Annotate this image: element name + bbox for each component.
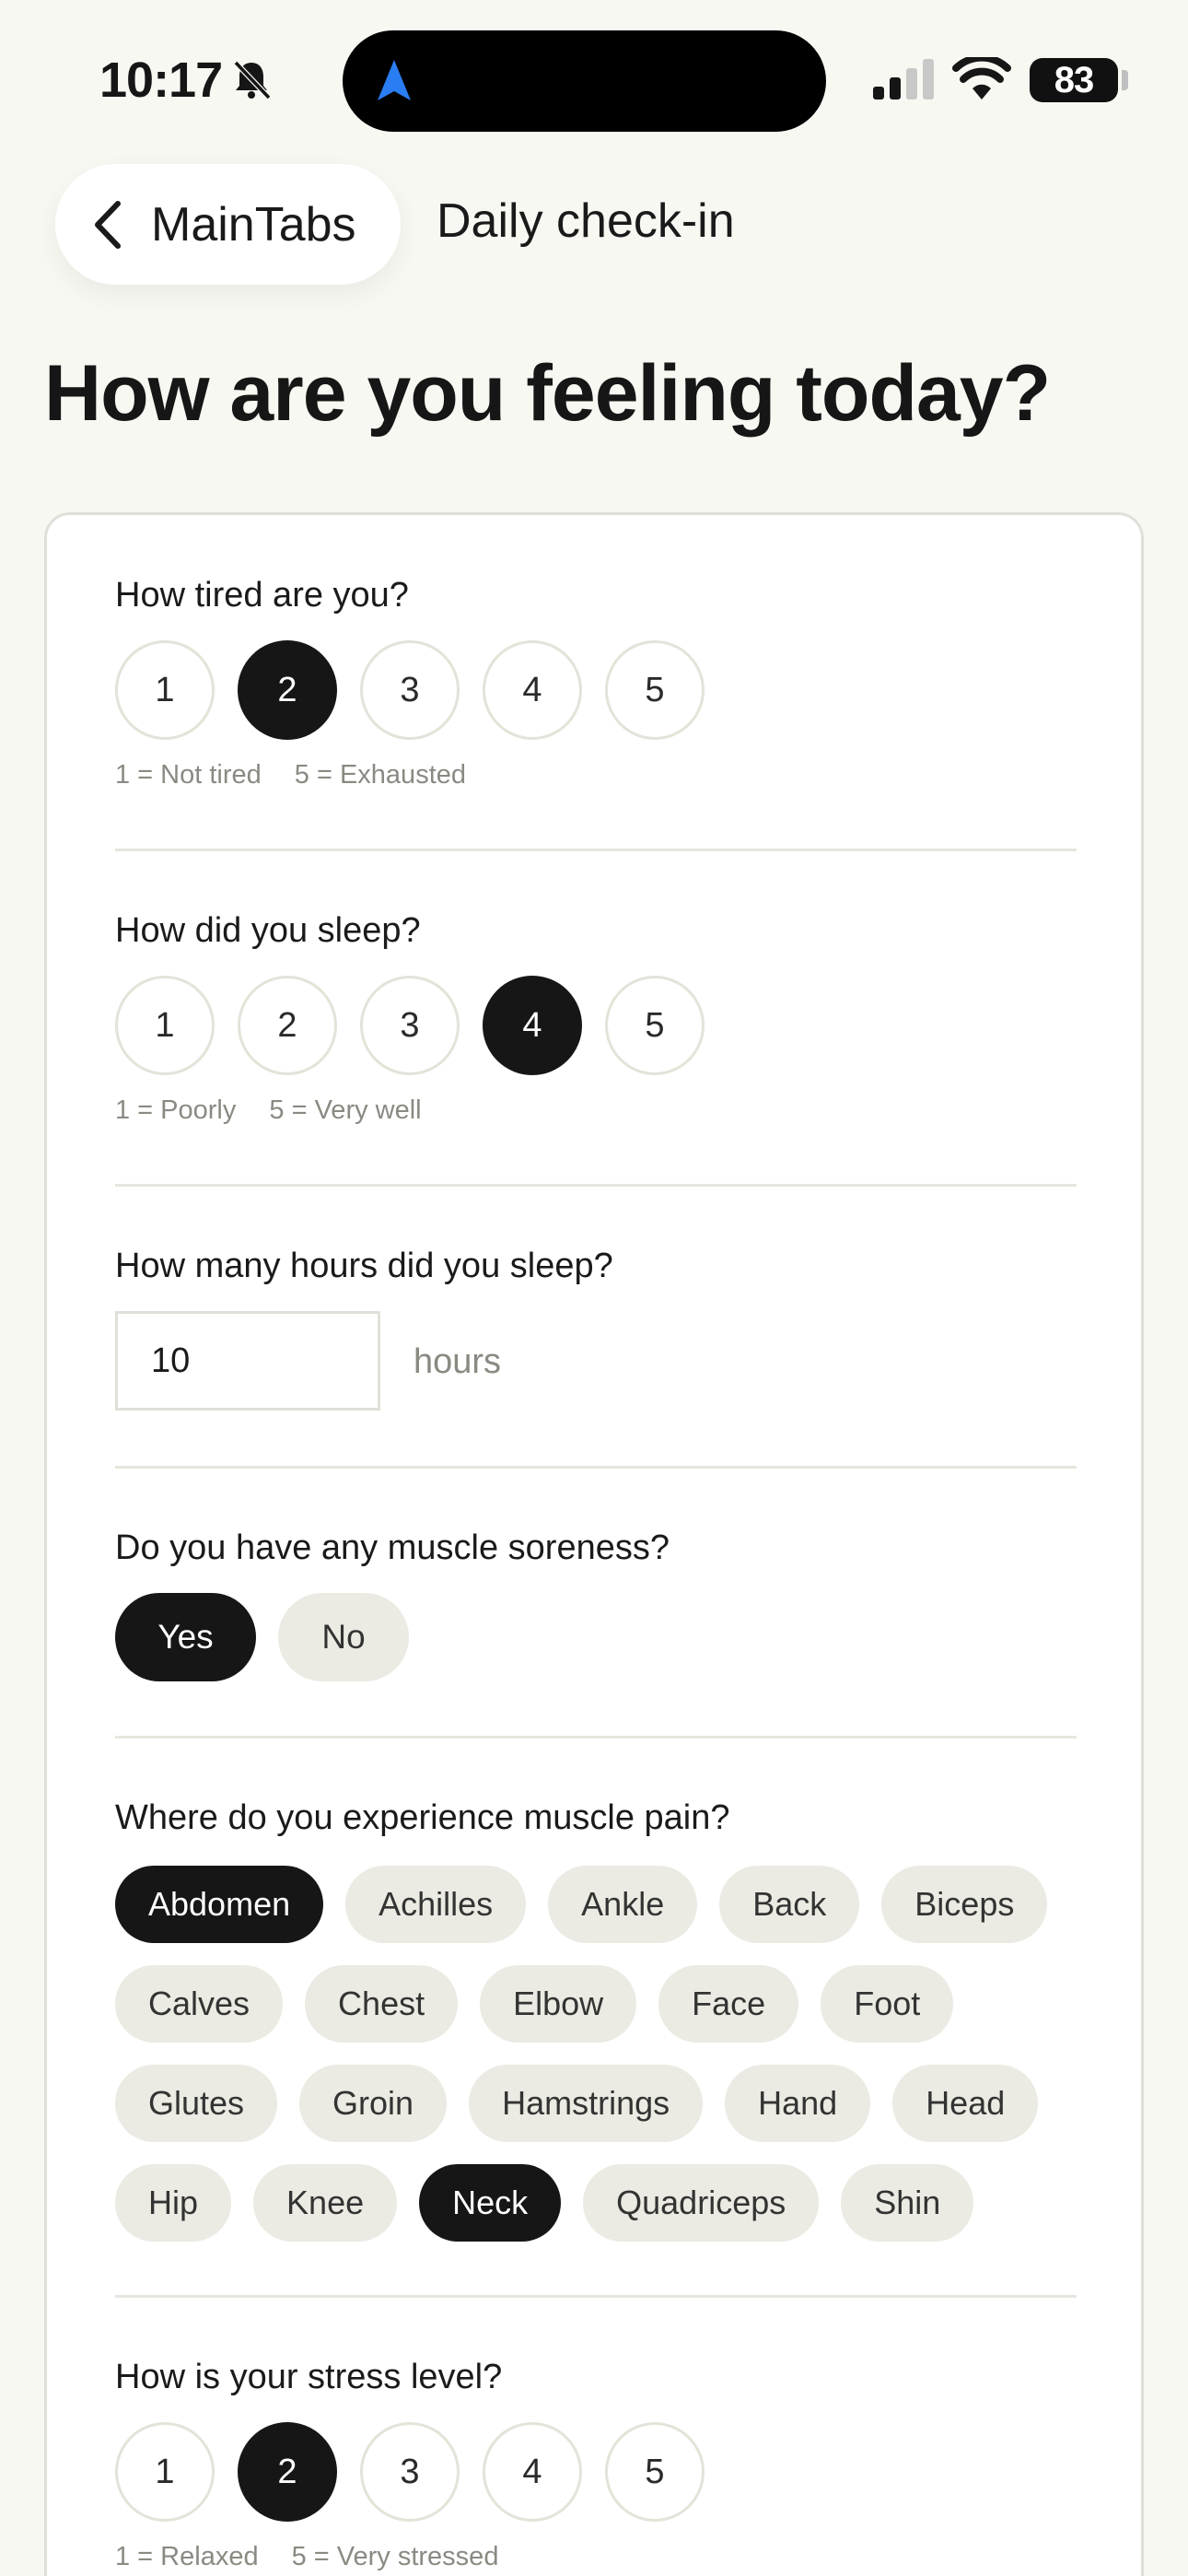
screen-title: Daily check-in [437,194,735,248]
sleep-quality-option-5[interactable]: 5 [605,976,705,1075]
tiredness-hint-high: 5 = Exhausted [294,760,467,790]
pain-chip-shin[interactable]: Shin [841,2164,973,2242]
cellular-signal-icon [873,59,936,101]
pain-chip-achilles[interactable]: Achilles [345,1866,526,1943]
back-button[interactable] [55,164,401,285]
sleep-quality-option-4[interactable]: 4 [483,976,582,1075]
sleep-quality-hint-high: 5 = Very well [269,1095,422,1125]
tiredness-question: How tired are you? [115,576,409,615]
stress-option-2[interactable]: 2 [238,2422,337,2522]
stress-hint-low: 1 = Relaxed [115,2542,259,2571]
soreness-toggle [115,1593,409,1681]
sleep-quality-option-1[interactable]: 1 [115,976,215,1075]
stress-option-1[interactable]: 1 [115,2422,215,2522]
back-button-label: MainTabs [151,197,356,252]
pain-chip-knee[interactable]: Knee [253,2164,397,2242]
pain-chip-elbow[interactable]: Elbow [480,1965,636,2043]
sleep-quality-hint-low: 1 = Poorly [115,1095,237,1125]
pain-chip-back[interactable]: Back [719,1866,859,1943]
sleep-quality-option-3[interactable]: 3 [360,976,460,1075]
sleep-quality-scale [115,976,705,1075]
tiredness-option-1[interactable]: 1 [115,640,215,740]
sleep-quality-option-2[interactable]: 2 [238,976,337,1075]
sleep-quality-hint [115,1095,422,1126]
checkin-form-card [44,512,1144,2576]
pain-chip-chest[interactable]: Chest [305,1965,458,2043]
pain-chip-biceps[interactable]: Biceps [881,1866,1047,1943]
tiredness-hint-low: 1 = Not tired [115,760,262,790]
stress-hint [115,2542,498,2572]
sleep-hours-unit: hours [413,1342,502,1381]
stress-hint-high: 5 = Very stressed [291,2542,499,2571]
pain-chip-neck[interactable]: Neck [419,2164,561,2242]
battery-indicator: 83 [1030,58,1118,102]
pain-chip-abdomen[interactable]: Abdomen [115,1866,323,1943]
page-title: How are you feeling today? [44,349,1051,438]
navigation-arrow-icon [374,58,414,104]
wifi-icon [952,57,1011,101]
pain-chip-groin[interactable]: Groin [299,2065,447,2142]
status-time: 10:17 [99,53,223,108]
divider [115,1184,1077,1187]
pain-chip-foot[interactable]: Foot [821,1965,953,2043]
sleep-hours-question: How many hours did you sleep? [115,1247,613,1285]
stress-question: How is your stress level? [115,2358,503,2396]
pain-chip-glutes[interactable]: Glutes [115,2065,277,2142]
status-bar [0,0,1188,157]
pain-chip-head[interactable]: Head [892,2065,1038,2142]
tiredness-option-4[interactable]: 4 [483,640,582,740]
stress-option-3[interactable]: 3 [360,2422,460,2522]
dynamic-island [343,30,826,132]
divider [115,1736,1077,1739]
pain-chip-calves[interactable]: Calves [115,1965,283,2043]
pain-chip-hamstrings[interactable]: Hamstrings [469,2065,703,2142]
tiredness-scale [115,640,705,740]
divider [115,2295,1077,2298]
tiredness-option-3[interactable]: 3 [360,640,460,740]
soreness-question: Do you have any muscle soreness? [115,1528,670,1567]
bell-muted-icon [228,57,274,103]
tiredness-hint [115,760,466,790]
pain-chip-face[interactable]: Face [658,1965,798,2043]
pain-chip-hand[interactable]: Hand [725,2065,870,2142]
pain-chip-hip[interactable]: Hip [115,2164,231,2242]
stress-option-5[interactable]: 5 [605,2422,705,2522]
battery-cap [1122,70,1128,90]
chevron-left-icon [92,200,123,250]
soreness-no-button[interactable]: No [278,1593,409,1681]
sleep-quality-question: How did you sleep? [115,911,421,950]
soreness-yes-button[interactable]: Yes [115,1593,256,1681]
pain-location-question: Where do you experience muscle pain? [115,1798,730,1837]
divider [115,849,1077,851]
tiredness-option-2[interactable]: 2 [238,640,337,740]
pain-chip-ankle[interactable]: Ankle [548,1866,697,1943]
sleep-hours-input[interactable]: 10 [115,1311,380,1411]
divider [115,1466,1077,1469]
stress-scale [115,2422,705,2522]
tiredness-option-5[interactable]: 5 [605,640,705,740]
pain-location-chips [115,1866,1091,2242]
pain-chip-quadriceps[interactable]: Quadriceps [583,2164,819,2242]
stress-option-4[interactable]: 4 [483,2422,582,2522]
